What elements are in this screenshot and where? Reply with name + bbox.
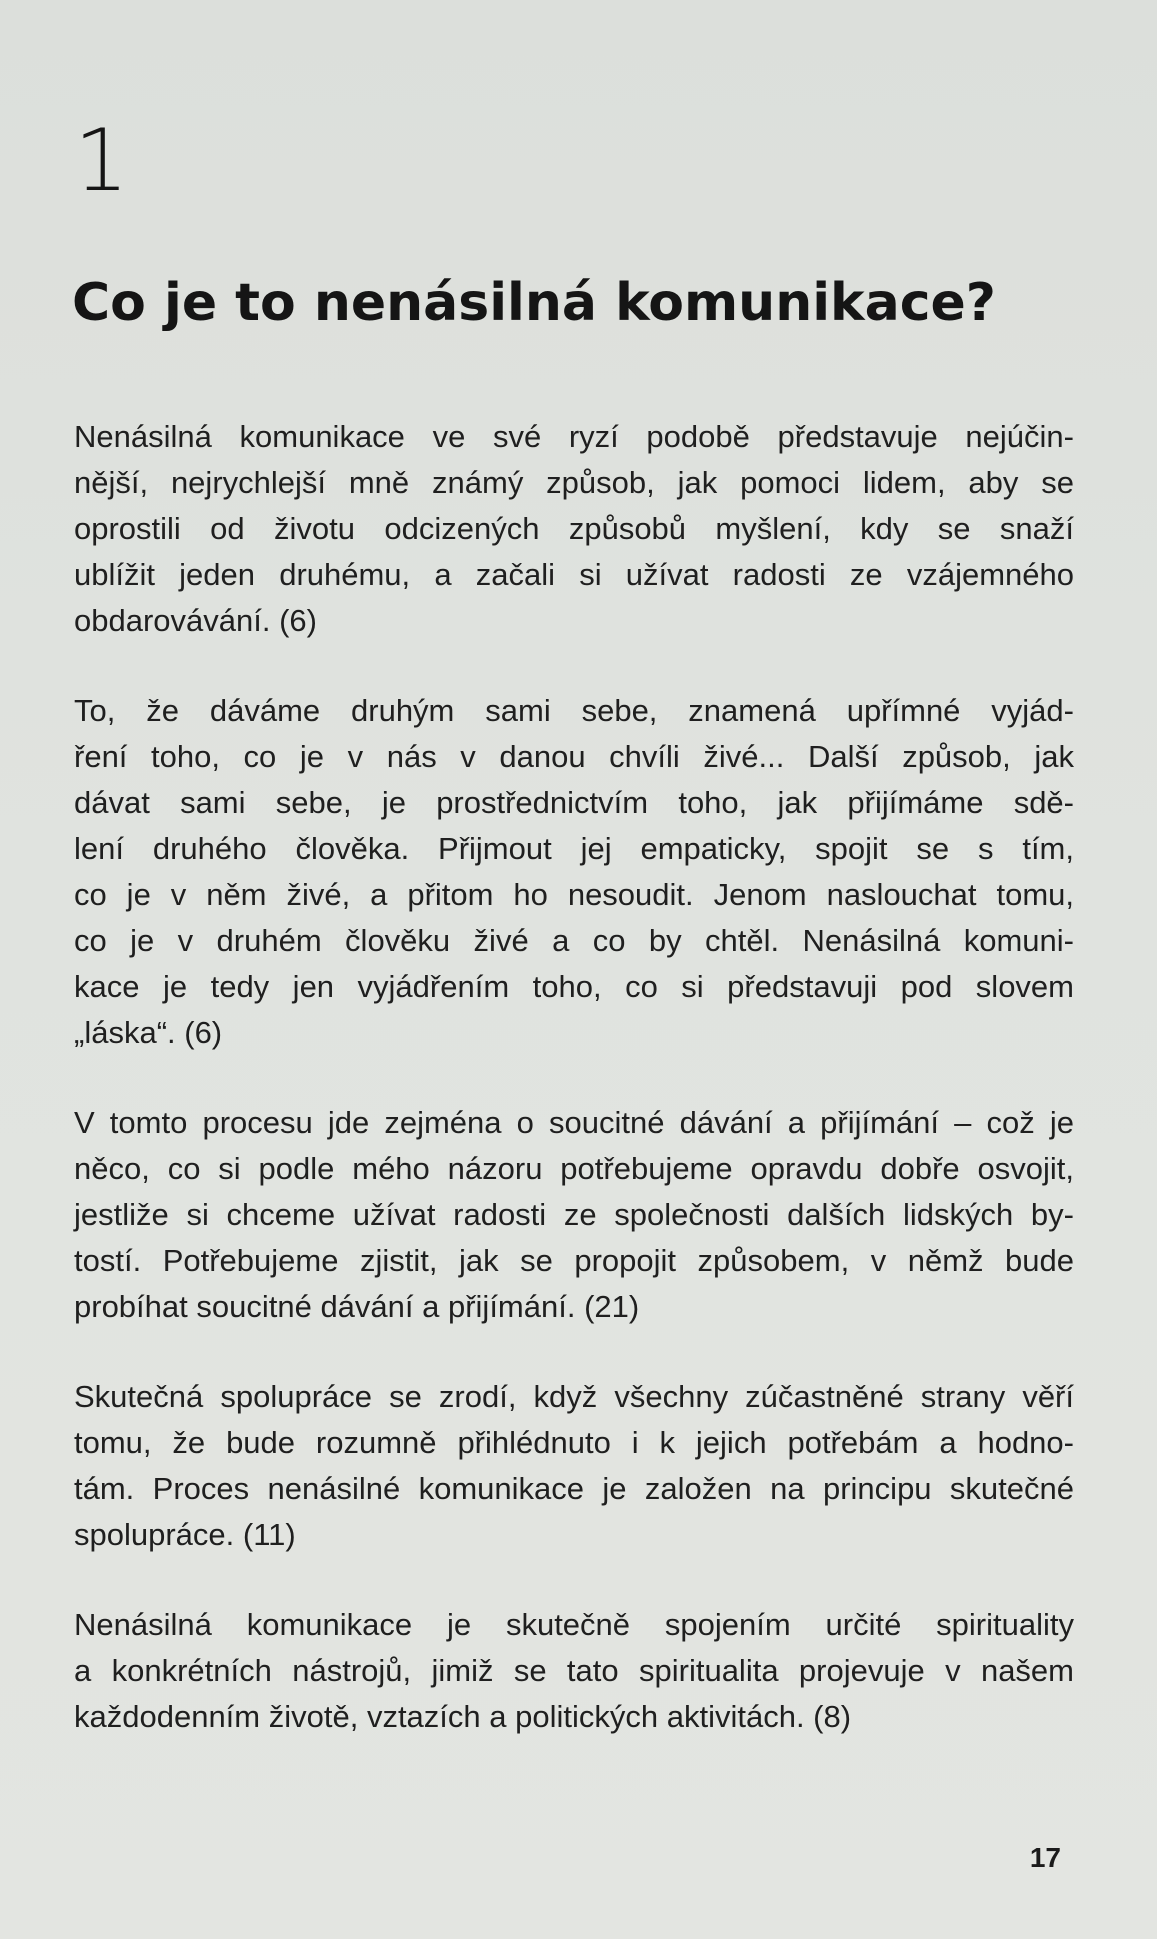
text-line: ření toho, co je v nás v danou chvíli živé... Další způsob, jak [74,739,1074,774]
text-line: oprostili od životu odcizených způsobů myšlení, kdy se snaží [74,511,1074,546]
text-line: spolupráce. (11) [74,1517,296,1552]
paragraph-5 [74,1602,1074,1740]
text-line: To, že dáváme druhým sami sebe, znamená upřímné vyjád- [74,693,1074,728]
text-line: co je v druhém člověku živé a co by chtěl. Nenásilná komuni- [74,923,1074,958]
text-line: Nenásilná komunikace ve své ryzí podobě představuje nejúčin- [74,419,1074,454]
text-line: V tomto procesu jde zejména o soucitné dávání a přijímání – což je [74,1105,1074,1140]
text-line: něco, co si podle mého názoru potřebujeme opravdu dobře osvojit, [74,1151,1074,1186]
text-line: ublížit jeden druhému, a začali si užívat radosti ze vzájemného [74,557,1074,592]
text-line: probíhat soucitné dávání a přijímání. (21) [74,1289,640,1324]
text-line: lení druhého člověka. Přijmout jej empaticky, spojit se s tím, [74,831,1074,866]
text-line: tostí. Potřebujeme zjistit, jak se propojit způsobem, v němž bude [74,1243,1074,1278]
text-line: jestliže si chceme užívat radosti ze společnosti dalších lidských by- [74,1197,1074,1232]
paragraph-2 [74,688,1074,1056]
text-line: obdarovávání. (6) [74,603,317,638]
chapter-title: Co je to nenásilná komunikace? [72,273,996,333]
chapter-number: 1 [74,111,129,211]
text-line: a konkrétních nástrojů, jimiž se tato spiritualita projevuje v našem [74,1653,1074,1688]
text-line: nější, nejrychlejší mně známý způsob, jak pomoci lidem, aby se [74,465,1074,500]
paragraph-1 [74,414,1074,644]
body-text [74,414,1074,1784]
text-line: kace je tedy jen vyjádřením toho, co si představuji pod slovem [74,969,1074,1004]
text-line: Nenásilná komunikace je skutečně spojením určité spirituality [74,1607,1074,1642]
page-number: 17 [1029,1842,1061,1873]
paragraph-3 [74,1100,1074,1330]
text-line: Skutečná spolupráce se zrodí, když všechny zúčastněné strany věří [74,1379,1074,1414]
paragraph-4 [74,1374,1074,1558]
text-line: tám. Proces nenásilné komunikace je založen na principu skutečné [74,1471,1074,1506]
text-line: co je v něm živé, a přitom ho nesoudit. Jenom naslouchat tomu, [74,877,1074,912]
text-line: „láska“. (6) [74,1015,223,1050]
text-line: tomu, že bude rozumně přihlédnuto i k jejich potřebám a hodno- [74,1425,1074,1460]
text-line: každodenním životě, vztazích a politických aktivitách. (8) [74,1699,852,1734]
text-line: dávat sami sebe, je prostřednictvím toho, jak přijímáme sdě- [74,785,1074,820]
